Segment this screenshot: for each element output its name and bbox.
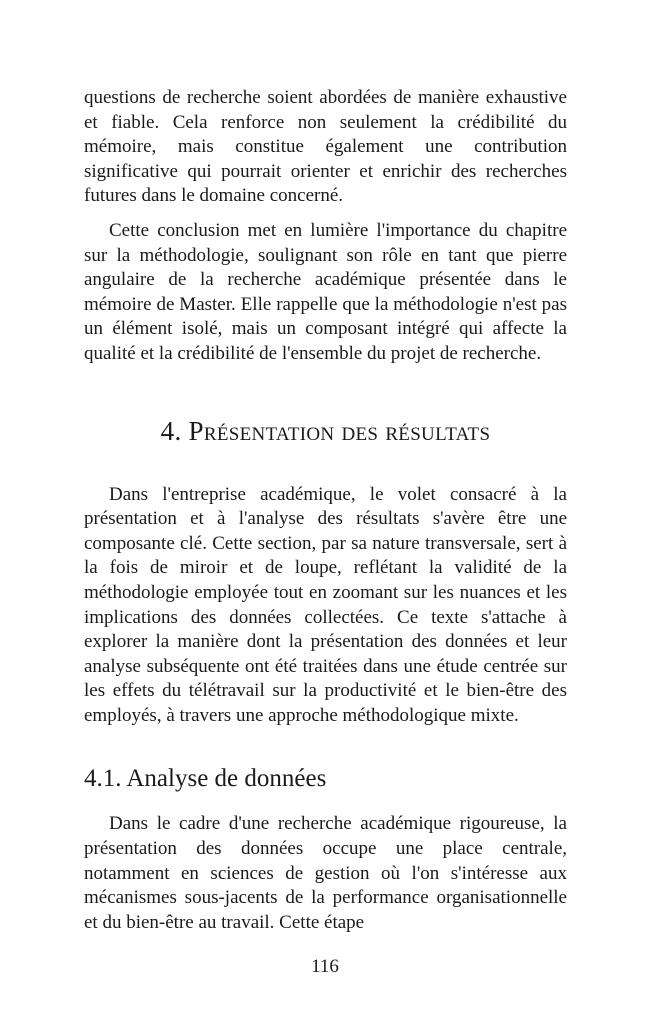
paragraph-conclusion: Cette conclusion met en lumière l'importance du chapitre sur la méthodologie, soulignant son rôle en tant que pierre angulaire de la recherche académique présentée dans le mémoire de Master. Elle rappelle que la méthodologie n'est pas un élément isolé, mais un composant intégré qui affecte la qualité et la crédibilité de l'ensemble du projet de recherche. [84,219,567,364]
paragraph-data-analysis: Dans le cadre d'une recherche académique rigoureuse, la présentation des données occupe une place centrale, notamment en sciences de gestion où l'on s'intéresse aux mécanismes sous-jacents de la performance organisationnelle et du bien-être au travail. Cette étape [84,813,567,933]
paragraph-continued: questions de recherche soient abordées de manière exhaustive et fiable. Cela renforce non seulement la crédibilité du mémoire, mais constitue également une contribution significative qui pourrait orienter et enrichir des recherches futures dans le domaine concerné. [84,87,567,207]
page-number: 116 [311,956,339,977]
chapter-title: 4. Présentation des résultats [160,415,491,446]
page-body [84,86,567,935]
section-title: 4.1. Analyse de données [84,765,327,793]
paragraph-intro-results: Dans l'entreprise académique, le volet consacré à la présentation et à l'analyse des résultats s'avère être une composante clé. Cette section, par sa nature transversale, sert à la fois de miroir et de loupe, reflétant la validité de la méthodologie employée tout en zoomant sur les nuances et les implications des données collectées. Ce texte s'attache à explorer la manière dont la présentation des données et leur analyse subséquente ont été traitées dans une étude centrée sur les effets du télétravail sur la productivité et le bien-être des employés, à travers une approche méthodologique mixte. [84,483,567,726]
